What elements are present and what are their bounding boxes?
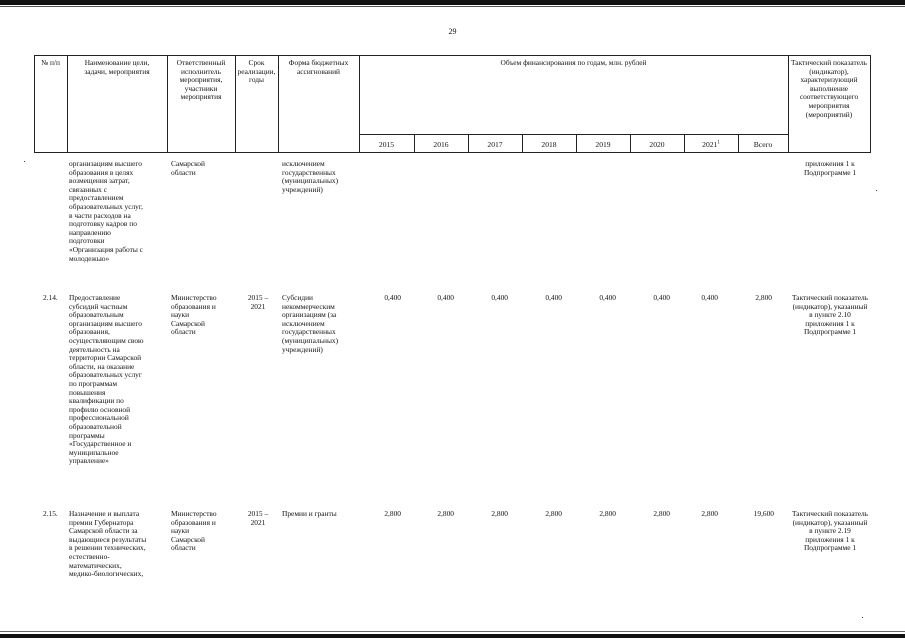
value-2016: 0,400 (437, 293, 454, 302)
year-2017: 2017 (487, 140, 503, 149)
header-form: Форма бюджетных ассигнований (288, 58, 349, 76)
year-2015: 2015 (378, 140, 395, 149)
value-total: 19,600 (753, 509, 774, 518)
scan-speck (876, 190, 877, 191)
row-term: 2015 – 2021 (247, 509, 269, 527)
header-name: Наименование цели, задачи, мероприятия (84, 58, 150, 76)
value-2015: 0,400 (384, 293, 401, 302)
row-term: 2015 – 2021 (247, 293, 269, 311)
row-form: Субсидии некоммерческим организациям (за исключением государственных (муниципальных) учреждений) (282, 293, 339, 354)
year-2018: 2018 (541, 140, 557, 149)
row-indicator: Тактический показатель (индикатор), указанный в пункте 2.10 приложения 1 к Подпрограмме 1 (791, 293, 869, 337)
year-2016: 2016 (433, 140, 449, 149)
year-footnote: 1 (717, 140, 720, 146)
cont-responsible: Самарской области (171, 159, 205, 177)
header-indicator: Тактический показатель (индикатор), характеризующий выполнение соответствующего мероприятия (мероприятий) (790, 58, 868, 119)
top-border-thin (0, 6, 905, 7)
value-2021: 2,800 (701, 509, 718, 518)
year-2020: 2020 (649, 140, 665, 149)
value-2019: 2,800 (599, 509, 616, 518)
row-num: 2.15. (43, 509, 58, 518)
scan-speck (24, 161, 25, 162)
year-2019: 2019 (595, 140, 611, 149)
value-2018: 0,400 (545, 293, 562, 302)
value-2017: 2,800 (491, 509, 508, 518)
row-name: Предоставление субсидий частным образовательным организациям высшего образования, осуществляющим свою деятельность на территории Самарской области, на оказание образовательных услуг по программам повышения квалификации по профилю основной профессиональной образовательной программы «Государственное и муниципальное управление» (69, 293, 144, 466)
row-indicator: Тактический показатель (индикатор), указанный в пункте 2.19 приложения 1 к Подпрограмме 1 (791, 509, 869, 553)
page-number: 29 (448, 27, 457, 36)
row-form: Премии и гранты (282, 509, 337, 518)
value-2019: 0,400 (599, 293, 616, 302)
year-total: Всего (753, 140, 773, 149)
year-2021: 2021$^1$ (702, 140, 720, 149)
header-responsible: Ответственный исполнитель мероприятия, участники мероприятия (176, 58, 226, 102)
value-2018: 2,800 (545, 509, 562, 518)
cont-form: исключением государственных (муниципальных) учреждений) (282, 159, 339, 194)
row-num: 2.14. (43, 293, 58, 302)
value-2016: 2,800 (437, 509, 454, 518)
row-responsible: Министерство образования и науки Самарской области (171, 509, 217, 553)
header-num: № п/п (41, 58, 60, 67)
value-2017: 0,400 (491, 293, 508, 302)
value-2020: 0,400 (653, 293, 670, 302)
value-total: 2,800 (755, 293, 772, 302)
header-term: Срок реализации, годы (237, 58, 276, 85)
scan-speck (862, 617, 863, 618)
row-responsible: Министерство образования и науки Самарской области (171, 293, 217, 337)
header-funding: Объем финансирования по годам, млн. рублей (500, 58, 647, 67)
top-border (0, 0, 905, 5)
value-2021: 0,400 (701, 293, 718, 302)
bottom-border-thin (0, 631, 905, 632)
bottom-border (0, 634, 905, 638)
cont-indicator: приложения 1 к Подпрограмме 1 (803, 159, 857, 177)
row-name: Назначение и выплата премии Губернатора Самарской области за выдающиеся результаты в решении технических, естественно- математических, медико-биологических, (69, 509, 147, 579)
value-2015: 2,800 (384, 509, 401, 518)
value-2020: 2,800 (653, 509, 670, 518)
cont-name: организациям высшего образования в целях возмещения затрат, связанных с предоставлением образовательных услуг, в части расходов на подготовку кадров по направлению подготовки «Организация работы с молодежью» (69, 159, 143, 263)
